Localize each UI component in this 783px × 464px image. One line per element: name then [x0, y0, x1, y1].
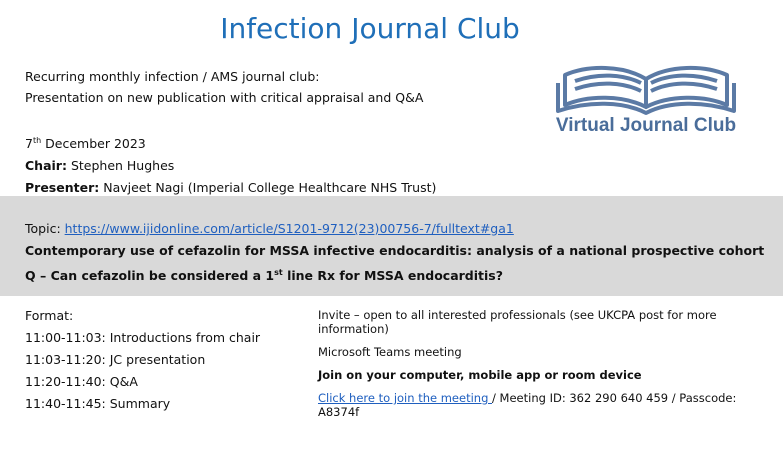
invite-text: Invite – open to all interested professionals (see UKCPA post for more information)	[318, 308, 717, 336]
topic-question	[25, 262, 764, 287]
format-item: 11:20-11:40: Q&A	[25, 374, 138, 389]
chair-label: Chair:	[25, 158, 67, 174]
topic-headline: Contemporary use of cefazolin for MSSA infective endocarditis: analysis of a national prospective cohort	[25, 243, 765, 258]
invite-section	[318, 308, 758, 428]
date-suffix: th	[32, 136, 42, 145]
topic-section	[25, 218, 764, 287]
format-item: 11:00-11:03: Introductions from chair	[25, 330, 261, 345]
question-post: line Rx for MSSA endocarditis?	[282, 268, 503, 284]
date-rest: December 2023	[41, 136, 146, 152]
meeting-info: / Meeting ID: 362 290 640 459 / Passcode: A8374f	[318, 391, 737, 419]
topic-link[interactable]: https://www.ijidonline.com/article/S1201-9712(23)00756-7/fulltext#ga1	[64, 221, 514, 236]
format-heading: Format:	[25, 308, 74, 323]
chair-name: Stephen Hughes	[66, 158, 175, 174]
format-item: 11:03-11:20: JC presentation	[25, 352, 206, 367]
format-section	[25, 305, 260, 415]
intro-text	[25, 66, 423, 108]
open-book-icon	[553, 57, 739, 117]
topic-line	[25, 218, 764, 240]
meeting-details	[25, 130, 436, 199]
question-pre: Q – Can cefazolin be considered a 1	[25, 268, 275, 284]
format-item: 11:40-11:45: Summary	[25, 396, 171, 411]
meeting-date	[25, 130, 436, 155]
join-instructions: Join on your computer, mobile app or room device	[318, 368, 642, 382]
date-day: 7	[25, 136, 33, 152]
question-sup: st	[274, 268, 283, 277]
chair-line	[25, 155, 436, 177]
page-title: Infection Journal Club	[220, 12, 520, 45]
presenter-name: Navjeet Nagi (Imperial College Healthcare NHS Trust)	[99, 180, 437, 196]
presenter-label: Presenter:	[25, 180, 100, 196]
topic-label: Topic:	[25, 221, 65, 236]
teams-meeting-label: Microsoft Teams meeting	[318, 345, 462, 359]
intro-line-2: Presentation on new publication with critical appraisal and Q&A	[25, 90, 424, 105]
intro-line-1: Recurring monthly infection / AMS journal club:	[25, 69, 320, 84]
logo-text: Virtual Journal Club	[555, 115, 737, 136]
virtual-journal-club-logo	[553, 57, 739, 143]
join-line	[318, 391, 758, 419]
join-meeting-link[interactable]: Click here to join the meeting	[318, 391, 493, 405]
